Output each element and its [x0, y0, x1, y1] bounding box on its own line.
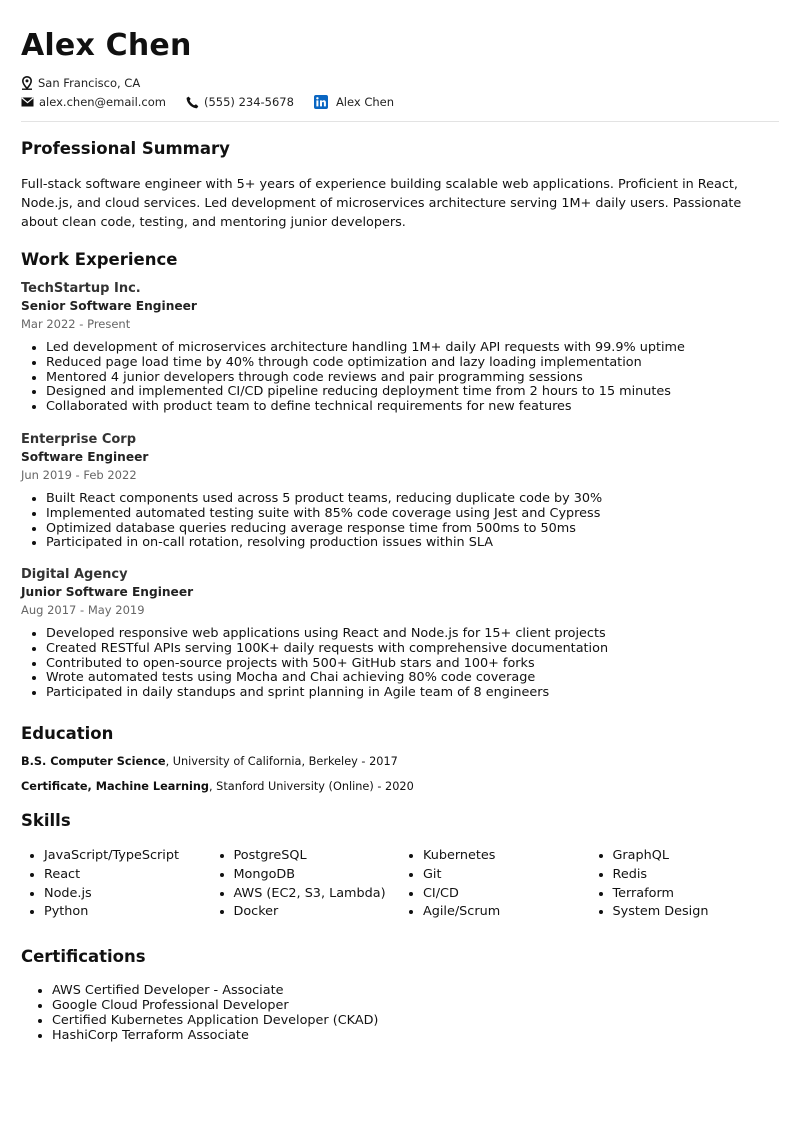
- certification-item: • Google Cloud Professional Developer: [52, 998, 378, 1013]
- contact-line: [21, 95, 414, 109]
- skill-item: • Docker: [234, 903, 401, 922]
- certification-item: • Certified Kubernetes Application Developer (CKAD): [52, 1013, 378, 1028]
- job-bullet: • Participated in daily standups and sprint planning in Agile team of 8 engineers: [46, 686, 781, 701]
- education-degree: Certificate, Machine Learning: [21, 780, 209, 793]
- skill-item: • CI/CD: [423, 885, 590, 904]
- education-item: [21, 780, 414, 793]
- job-bullet: • Built React components used across 5 product teams, reducing duplicate code by 30%: [46, 492, 781, 507]
- skill-item: • GraphQL: [613, 847, 780, 866]
- job-bullets: [21, 341, 781, 415]
- linkedin-icon: [314, 95, 328, 109]
- skill-item: • PostgreSQL: [234, 847, 401, 866]
- skill-item: • Terraform: [613, 885, 780, 904]
- candidate-name: Alex Chen: [21, 28, 192, 63]
- skill-item: • React: [44, 866, 211, 885]
- certifications-list: [21, 983, 378, 1043]
- skill-item: • AWS (EC2, S3, Lambda): [234, 885, 401, 904]
- summary-text: Full-stack software engineer with 5+ years of experience building scalable web applications. Proficient in React, Node.js, and cloud services. Led development of microservices architecture serving 1M+ daily users. Passionate about clean code, testing, and mentoring junior developers.: [21, 177, 742, 230]
- job-bullet: • Developed responsive web applications using React and Node.js for 15+ client projects: [46, 627, 781, 642]
- job-entry: [21, 431, 781, 551]
- skills-grid: [21, 847, 781, 922]
- header-divider: [21, 121, 779, 122]
- skills-column: [21, 847, 211, 922]
- skills-heading: Skills: [21, 811, 71, 830]
- skill-item: • JavaScript/TypeScript: [44, 847, 211, 866]
- skill-item: • Python: [44, 903, 211, 922]
- job-bullet: • Created RESTful APIs serving 100K+ daily requests with comprehensive documentation: [46, 642, 781, 657]
- job-bullet: • Mentored 4 junior developers through code reviews and pair programming sessions: [46, 371, 781, 386]
- certification-item: • HashiCorp Terraform Associate: [52, 1028, 378, 1043]
- job-dates: Jun 2019 - Feb 2022: [21, 468, 137, 482]
- job-company: TechStartup Inc.: [21, 281, 141, 296]
- location-item: [21, 76, 140, 90]
- job-company: Digital Agency: [21, 567, 128, 582]
- job-role: Junior Software Engineer: [21, 585, 194, 599]
- skill-item: • System Design: [613, 903, 780, 922]
- phone-item[interactable]: [186, 95, 294, 109]
- skill-item: • Node.js: [44, 885, 211, 904]
- job-entry: [21, 280, 781, 415]
- education-item: [21, 755, 398, 768]
- job-bullet: • Collaborated with product team to define technical requirements for new features: [46, 400, 781, 415]
- linkedin-item[interactable]: [314, 95, 394, 109]
- job-bullets: [21, 492, 781, 551]
- job-dates: Aug 2017 - May 2019: [21, 603, 145, 617]
- email-item[interactable]: [21, 95, 166, 109]
- job-bullet: • Optimized database queries reducing average response time from 500ms to 50ms: [46, 522, 781, 537]
- skill-item: • Redis: [613, 866, 780, 885]
- job-bullet: • Contributed to open-source projects with 500+ GitHub stars and 100+ forks: [46, 657, 781, 672]
- skill-item: • MongoDB: [234, 866, 401, 885]
- location-text: San Francisco, CA: [38, 76, 141, 90]
- certification-item: • AWS Certified Developer - Associate: [52, 983, 378, 998]
- job-bullet: • Designed and implemented CI/CD pipeline reducing deployment time from 2 hours to 15 minutes: [46, 385, 781, 400]
- linkedin-link[interactable]: Alex Chen: [335, 95, 395, 109]
- job-role: Software Engineer: [21, 450, 149, 464]
- skills-column: [211, 847, 401, 922]
- skill-item: • Kubernetes: [423, 847, 590, 866]
- experience-heading: Work Experience: [21, 250, 178, 269]
- education-detail: , University of California, Berkeley - 2017: [165, 755, 398, 768]
- job-bullet: • Participated in on-call rotation, resolving production issues within SLA: [46, 536, 781, 551]
- certifications-heading: Certifications: [21, 947, 146, 966]
- phone-link[interactable]: (555) 234-5678: [203, 95, 294, 109]
- education-degree: B.S. Computer Science: [21, 755, 166, 768]
- job-bullets: [21, 627, 781, 701]
- job-entry: [21, 566, 781, 701]
- education-heading: Education: [21, 724, 114, 743]
- job-dates: Mar 2022 - Present: [21, 317, 131, 331]
- job-role: Senior Software Engineer: [21, 299, 197, 313]
- job-bullet: • Implemented automated testing suite with 85% code coverage using Jest and Cypress: [46, 507, 781, 522]
- email-link[interactable]: alex.chen@email.com: [39, 95, 166, 109]
- location-line: [21, 76, 160, 90]
- job-company: Enterprise Corp: [21, 432, 137, 447]
- map-pin-icon: [21, 76, 33, 90]
- skill-item: • Git: [423, 866, 590, 885]
- job-bullet: • Wrote automated tests using Mocha and Chai achieving 80% code coverage: [46, 671, 781, 686]
- phone-icon: [186, 96, 199, 109]
- skills-column: [590, 847, 780, 922]
- education-detail: , Stanford University (Online) - 2020: [209, 780, 414, 793]
- skill-item: • Agile/Scrum: [423, 903, 590, 922]
- job-bullet: • Reduced page load time by 40% through code optimization and lazy loading implementation: [46, 356, 781, 371]
- skills-column: [400, 847, 590, 922]
- job-bullet: • Led development of microservices architecture handling 1M+ daily API requests with 99.9% uptime: [46, 341, 781, 356]
- summary-heading: Professional Summary: [21, 139, 230, 158]
- envelope-icon: [21, 97, 34, 107]
